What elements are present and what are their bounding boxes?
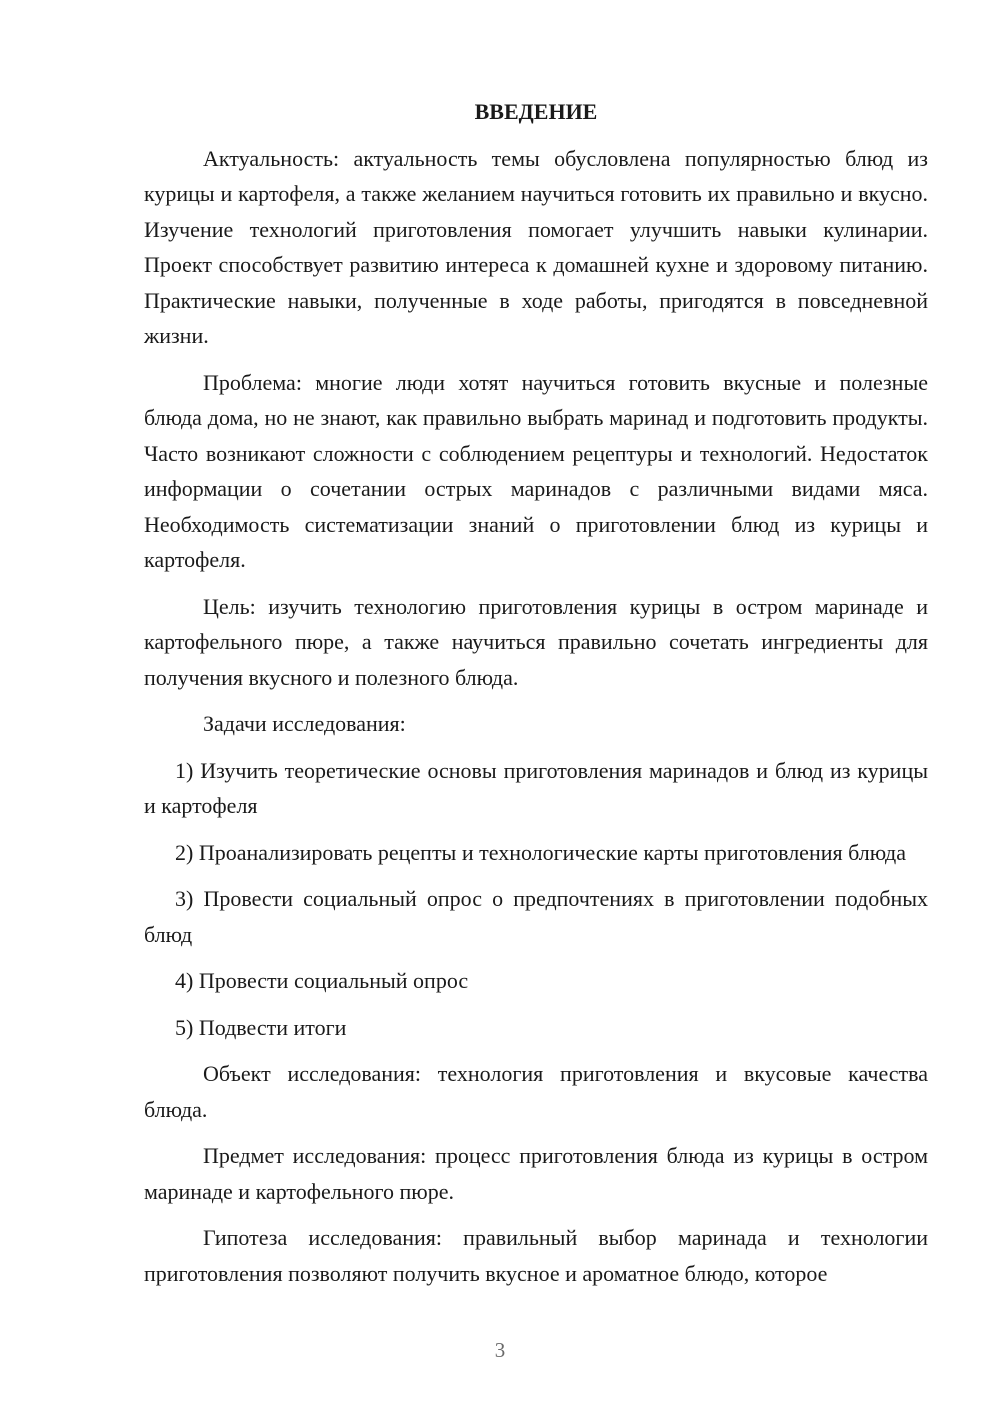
hypothesis-paragraph: Гипотеза исследования: правильный выбор маринада и технологии приготовления позволяют получить вкусное и ароматное блюдо, которое (144, 1225, 928, 1286)
object-paragraph: Объект исследования: технология приготовления и вкусовые качества блюда. (144, 1061, 928, 1122)
page-number: 3 (494, 1338, 506, 1362)
task-item: 2) Проанализировать рецепты и технологические карты приготовления блюда (175, 839, 907, 865)
task-item: 1) Изучить теоретические основы приготовления маринадов и блюд из курицы и картофеля (144, 757, 928, 818)
goal-paragraph: Цель: изучить технологию приготовления курицы в остром маринаде и картофельного пюре, а также научиться правильно сочетать ингредиенты для получения вкусного и полезного блюда. (144, 593, 928, 690)
task-item: 4) Провести социальный опрос (175, 968, 469, 993)
task-item: 5) Подвести итоги (175, 1014, 347, 1040)
subject-paragraph: Предмет исследования: процесс приготовления блюда из курицы в остром маринаде и картофельного пюре. (144, 1143, 928, 1204)
problem-paragraph: Проблема: многие люди хотят научиться готовить вкусные и полезные блюда дома, но не знают, как правильно выбрать маринад и подготовить продукты. Часто возникают сложности с соблюдением рецептуры и технологий. Недостаток информации о сочетании острых маринадов с различными видами мяса. Необходимость систематизации знаний о приготовлении блюд из курицы и картофеля. (144, 369, 928, 572)
tasks-title: Задачи исследования: (203, 711, 406, 736)
page-content (144, 94, 928, 1302)
task-item: 3) Провести социальный опрос о предпочтениях в приготовлении подобных блюд (144, 886, 928, 947)
relevance-paragraph: Актуальность: актуальность темы обусловлена популярностью блюд из курицы и картофеля, а также желанием научиться готовить их правильно и вкусно. Изучение технологий приготовления помогает улучшить навыки кулинарии. Проект способствует развитию интереса к домашней кухне и здоровому питанию. Практические навыки, полученные в ходе работы, пригодятся в повседневной жизни. (144, 145, 928, 348)
section-heading: ВВЕДЕНИЕ (474, 99, 598, 124)
